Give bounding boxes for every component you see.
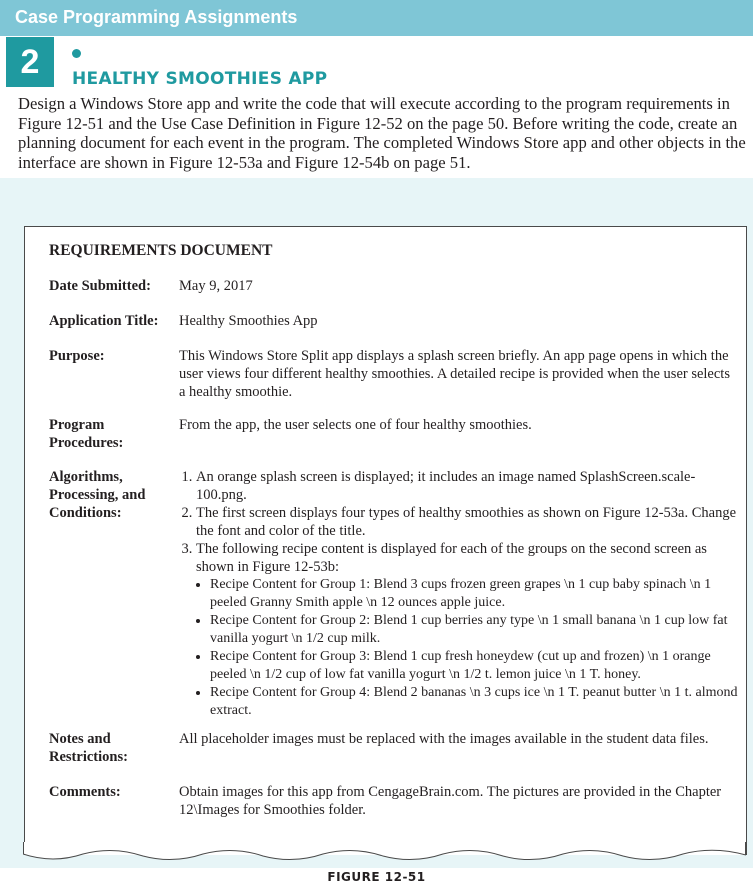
figure-caption: FIGURE 12-51 xyxy=(327,870,426,884)
recipe-item: • Recipe Content for Group 4: Blend 2 bananas \n 3 cups ice \n 1 T. peanut butter \n 1 t. almond extract. xyxy=(210,684,739,720)
algorithms-list xyxy=(179,468,739,720)
intro-line: planning document for each event in the program. The completed Windows Store app and other objects in the xyxy=(18,133,746,152)
section-number-badge: 2 xyxy=(6,37,54,87)
header-bar xyxy=(0,0,753,36)
algorithms-value xyxy=(179,468,739,720)
procedures-label: Program Procedures: xyxy=(49,417,124,451)
algorithm-item xyxy=(196,468,739,504)
recipe-item: • Recipe Content for Group 1: Blend 3 cups frozen green grapes \n 1 cup baby spinach \n 1 peeled Granny Smith apple \n 12 ounces apple juice. xyxy=(210,576,739,612)
intro-line: Design a Windows Store app and write the code that will execute according to the program requirements in xyxy=(18,94,730,113)
notes-label: Notes and Restrictions: xyxy=(49,731,128,765)
document-heading: REQUIREMENTS DOCUMENT xyxy=(49,242,273,259)
header-title: Case Programming Assignments xyxy=(15,7,298,27)
date-value: May 9, 2017 xyxy=(179,278,253,294)
intro-line: interface are shown in Figure 12-53a and Figure 12-54b on page 51. xyxy=(18,152,471,172)
intro-paragraph xyxy=(18,94,753,172)
algorithm-text: The following recipe content is displayed for each of the groups on the second screen as shown in Figure 12-53b: xyxy=(196,541,707,575)
algorithm-text: An orange splash screen is displayed; it includes an image named SplashScreen.scale-100.png. xyxy=(196,469,696,503)
bullet-dot-icon xyxy=(72,49,81,58)
algorithm-item xyxy=(196,540,739,720)
app-title-value: Healthy Smoothies App xyxy=(179,313,318,329)
app-title-label: Application Title: xyxy=(49,313,159,329)
purpose-label: Purpose: xyxy=(49,348,105,364)
procedures-value: From the app, the user selects one of four healthy smoothies. xyxy=(179,417,532,433)
recipe-list xyxy=(196,576,739,720)
date-label: Date Submitted: xyxy=(49,278,151,294)
algorithms-label: Algorithms, Processing, and Conditions: xyxy=(49,469,146,521)
section-title: HEALTHY SMOOTHIES APP xyxy=(72,69,328,89)
comments-label: Comments: xyxy=(49,784,121,800)
torn-edge-graphic xyxy=(23,842,746,866)
comments-value: Obtain images for this app from CengageBrain.com. The pictures are provided in the Chapter 12\Images for Smoothies folder. xyxy=(179,784,722,818)
intro-line: Figure 12-51 and the Use Case Definition in Figure 12-52 on the page 50. Before writing the code, create an xyxy=(18,113,738,133)
algorithm-item xyxy=(196,504,739,540)
requirements-document xyxy=(24,226,747,855)
recipe-item: • Recipe Content for Group 3: Blend 1 cup fresh honeydew (cut up and frozen) \n 1 orange peeled \n 1/2 cup of low fat vanilla yogurt \n 1/2 t. lemon juice \n 1 T. honey. xyxy=(210,648,739,684)
purpose-value: This Windows Store Split app displays a splash screen briefly. An app page opens in which the user views four different healthy smoothies. A detailed recipe is provided when the user selects a healthy smoothie. xyxy=(179,348,730,400)
notes-value: All placeholder images must be replaced with the images available in the student data files. xyxy=(179,731,709,747)
recipe-item: • Recipe Content for Group 2: Blend 1 cup berries any type \n 1 small banana \n 1 cup low fat vanilla yogurt \n 1/2 cup milk. xyxy=(210,612,739,648)
algorithm-text: The first screen displays four types of healthy smoothies as shown on Figure 12-53a. Change the font and color of the title. xyxy=(196,505,737,539)
